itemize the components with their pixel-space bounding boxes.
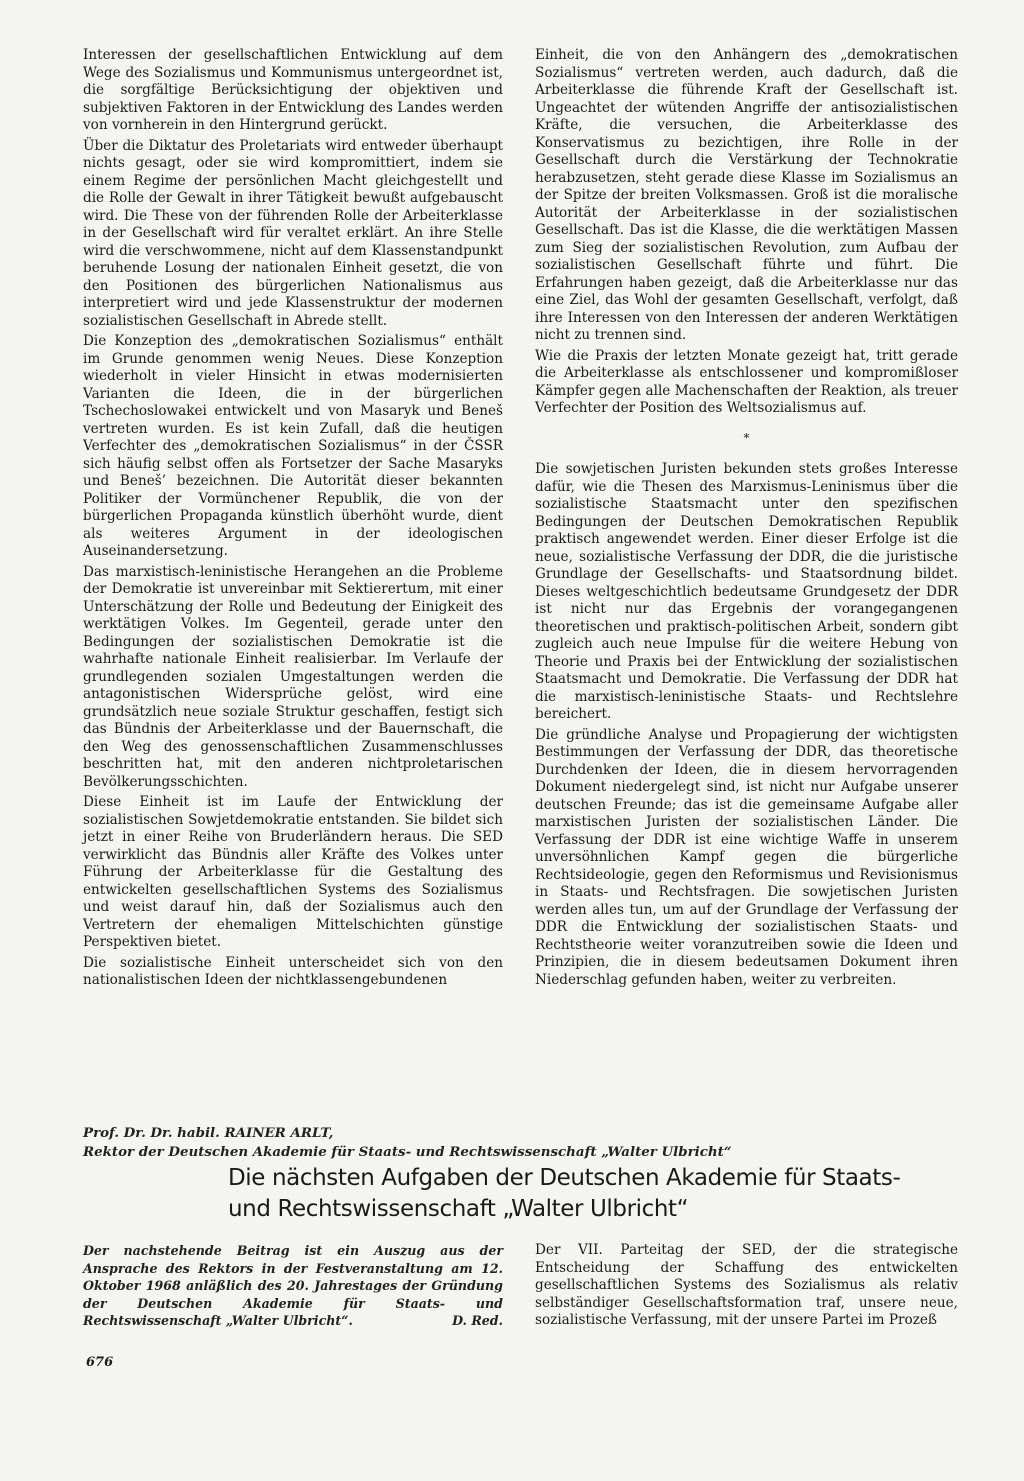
author-byline	[83, 1124, 943, 1162]
left-text-column	[83, 47, 503, 993]
intro-text: Der nachstehende Beitrag ist ein Auszug aus der Ansprache des Rektors in der Festveranstaltung am 12. Oktober 1968 anläßlich des 20. Jahrestages der Gründung der Deutschen Akademie für Staats- und Rechtswissenschaft „Walter Ulbricht“.	[83, 1243, 503, 1328]
paragraph: Wie die Praxis der letzten Monate gezeigt hat, tritt gerade die Arbeiterklasse als entschlossener und kompromißloser Kämpfer gegen alle Machenschaften der Reaktion, als treuer Verfechter der Position des Weltsozialismus auf.	[535, 347, 958, 416]
page-number: 676	[86, 1355, 114, 1370]
right-text-column	[535, 47, 958, 992]
headline-line: und Rechtswissenschaft „Walter Ulbricht“	[228, 1196, 689, 1222]
article-headline	[228, 1163, 928, 1225]
paragraph: Über die Diktatur des Proletariats wird entweder überhaupt nichts gesagt, oder sie wird kompromittiert, indem sie einem Regime der persönlichen Macht gleichgestellt und die Rolle der Gewalt in ihrer Tätigkeit bewußt aufgebauscht wird. Die These von der führenden Rolle der Arbeiterklasse in der Gesellschaft wird für veraltet erklärt. An ihre Stelle wird die verschwommene, nicht auf dem Klassenstandpunkt beruhende Losung der nationalen Einheit gesetzt, die von den Positionen des bürgerlichen Nationalismus aus interpretiert wird und jede Klassenstruktur der modernen sozialistischen Gesellschaft in Abrede stellt.	[83, 137, 503, 329]
paragraph: Das marxistisch-leninistische Herangehen an die Probleme der Demokratie ist unvereinbar mit Sektierertum, mit einer Unterschätzung der Rolle und Bedeutung der Einigkeit des werktätigen Volkes. Im Gegenteil, gerade unter den Bedingungen der sozialistischen Demokratie ist die wahrhafte nationale Einheit realisierbar. Im Verlaufe der grundlegenden sozialen Umgestaltungen werden die antagonistischen Widersprüche gelöst, wird eine grundsätzlich neue soziale Struktur geschaffen, festigt sich das Bündnis der Arbeiterklasse und der Bauernschaft, die den Weg des genossenschaftlichen Zusammenschlusses beschritten hat, mit den anderen nichtproletarischen Bevölkerungsschichten.	[83, 563, 503, 790]
editorial-intro	[83, 1242, 503, 1330]
article-opening	[535, 1242, 958, 1330]
paragraph: Diese Einheit ist im Laufe der Entwicklung der sozialistischen Sowjetdemokratie entstanden. Sie bildet sich jetzt in einer Reihe von Bruderländern heraus. Die SED verwirklicht das Bündnis aller Kräfte des Volkes unter Führung der Arbeiterklasse für die Gestaltung des entwickelten gesellschaftlichen Systems des Sozialismus und weist darauf hin, daß der Sozialismus auch den Vertretern der ehemaligen Mittelschichten günstige Perspektiven bietet.	[83, 794, 503, 950]
author-name: Prof. Dr. Dr. habil. RAINER ARLT,	[83, 1125, 334, 1141]
paragraph: Die Konzeption des „demokratischen Sozialismus“ enthält im Grunde genommen wenig Neues. Diese Konzeption wiederholt in vieler Hinsicht in etwas modernisierten Varianten die Ideen, die in der bürgerlichen Tschechoslowakei entwickelt und von Masaryk und Beneš vertreten wurden. Es ist kein Zufall, daß die heutigen Verfechter des „demokratischen Sozialismus“ in der ČSSR sich häufig selbst offen als Fortsetzer der Sache Masaryks und Beneš’ bezeichnen. Die Autorität dieser bekannten Politiker der Vormünchener Republik, die von der bürgerlichen Propaganda künstlich überhöht wurde, dient als weiteres Argument in der ideologischen Auseinandersetzung.	[83, 333, 503, 559]
paragraph: Der VII. Parteitag der SED, der die strategische Entscheidung der Schaffung des entwickelten gesellschaftlichen Systems des Sozialismus als relativ selbständiger Gesellschaftsformation traf, unsere neue, sozialistische Verfassung, mit der unsere Partei im Prozeß	[535, 1242, 958, 1328]
paragraph: Einheit, die von den Anhängern des „demokratischen Sozialismus“ vertreten werden, auch dadurch, daß die Arbeiterklasse die führende Kraft der Gesellschaft ist. Ungeachtet der wütenden Angriffe der antisozialistischen Kräfte, die versuchen, die Arbeiterklasse des Konservatismus zu bezichtigen, ihre Rolle in der Gesellschaft durch die Verstärkung der Technokratie herabzusetzen, steht gerade diese Klasse im Sozialismus an der Spitze der breiten Volksmassen. Groß ist die moralische Autorität der Arbeiterklasse in der sozialistischen Gesellschaft. Das ist die Klasse, die die werktätigen Massen zum Sieg der sozialistischen Revolution, zum Aufbau der sozialistischen Gesellschaft führte und führt. Die Erfahrungen haben gezeigt, daß die Arbeiterklasse nur das eine Ziel, das Wohl der gesamten Gesellschaft, verfolgt, daß ihre Interessen von den Interessen der anderen Werktätigen nicht zu trennen sind.	[535, 47, 958, 343]
editor-signature: D. Red.	[452, 1313, 503, 1328]
paragraph: Interessen der gesellschaftlichen Entwicklung auf dem Wege des Sozialismus und Kommunismus untergeordnet ist, die sorgfältige Berücksichtigung der objektiven und subjektiven Faktoren in der Entwicklung des Landes werden von vornherein in den Hintergrund gerückt.	[83, 47, 503, 133]
section-separator: *	[743, 430, 750, 445]
author-title: Rektor der Deutschen Akademie für Staats- und Rechtswissenschaft „Walter Ulbricht“	[83, 1144, 732, 1160]
paragraph: Die sozialistische Einheit unterscheidet sich von den nationalistischen Ideen der nichtklassengebundenen	[83, 954, 503, 988]
paragraph: Die sowjetischen Juristen bekunden stets großes Interesse dafür, wie die Thesen des Marxismus-Leninismus über die sozialistische Staatsmacht unter den spezifischen Bedingungen der Deutschen Demokratischen Republik praktisch angewendet werden. Einer dieser Erfolge ist die neue, sozialistische Verfassung der DDR, die die juristische Grundlage der Gesellschafts- und Staatsordnung bildet. Dieses weltgeschichtlich bedeutsame Grundgesetz der DDR ist nicht nur das Ergebnis der vorangegangenen theoretischen und praktisch-politischen Arbeit, sondern gibt zugleich auch neue Impulse für die weitere Hebung von Theorie und Praxis bei der Entwicklung der sozialistischen Staatsmacht und Demokratie. Die Verfassung der DDR hat die marxistisch-leninistische Staats- und Rechtslehre bereichert.	[535, 461, 958, 722]
paragraph: Die gründliche Analyse und Propagierung der wichtigsten Bestimmungen der Verfassung der DDR, das theoretische Durchdenken der Ideen, die in diesem hervorragenden Dokument niedergelegt sind, ist nicht nur Aufgabe unserer deutschen Freunde; das ist die gemeinsame Aufgabe aller marxistischen Juristen der sozialistischen Länder. Die Verfassung der DDR ist eine wichtige Waffe in unserem unversöhnlichen Kampf gegen die bürgerliche Rechtsideologie, gegen den Reformismus und Revisionismus in Staats- und Rechtsfragen. Die sowjetischen Juristen werden alles tun, um auf der Grundlage der Verfassung der DDR die Entwicklung der sozialistischen Staats- und Rechtstheorie weiter voranzutreiben sowie die Ideen und Prinzipien, die in diesem bedeutsamen Dokument ihren Niederschlag gefunden haben, weiter zu verbreiten.	[535, 726, 958, 988]
headline-line: Die nächsten Aufgaben der Deutschen Akademie für Staats-	[228, 1165, 901, 1191]
